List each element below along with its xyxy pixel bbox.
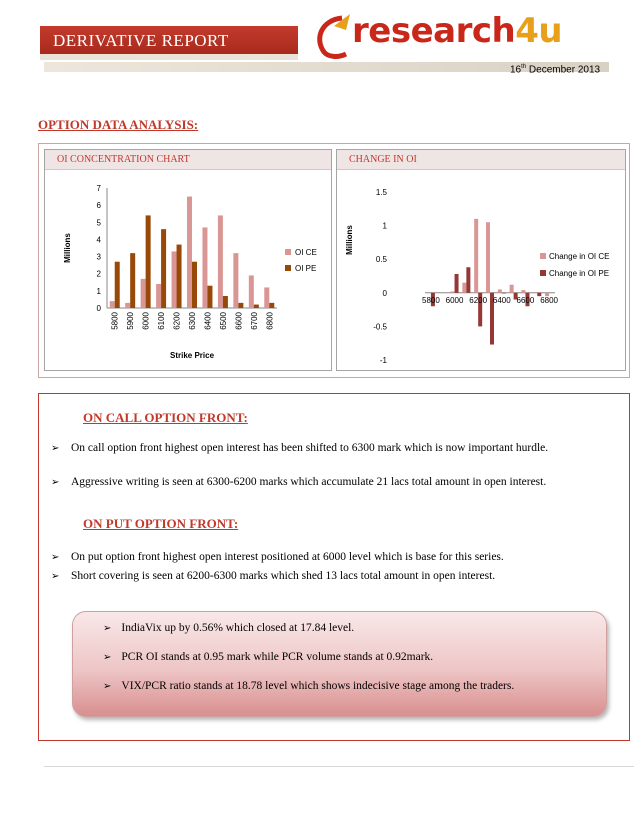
x-tick-label: 5900 xyxy=(126,312,136,330)
bar-change-in-oi-ce xyxy=(462,283,466,293)
x-tick-label: 6800 xyxy=(540,295,558,305)
x-tick-label: 6400 xyxy=(492,295,511,305)
y-tick-label: 1.5 xyxy=(375,188,387,197)
bar-oi-pe xyxy=(223,296,228,308)
bar-oi-ce xyxy=(249,275,254,308)
x-tick-label: 6400 xyxy=(203,312,213,330)
y-axis-title: Millions xyxy=(345,225,354,255)
bar-oi-pe xyxy=(269,303,274,308)
legend-swatch xyxy=(540,270,546,276)
bar-oi-ce xyxy=(110,301,115,308)
logo-swoosh-icon xyxy=(312,10,356,60)
report-title: DERIVATIVE REPORT xyxy=(53,31,229,50)
legend-swatch xyxy=(285,249,291,255)
y-axis-title: Millions xyxy=(63,233,72,263)
bar-oi-pe xyxy=(177,245,182,308)
bar-change-in-oi-pe xyxy=(455,274,459,293)
x-tick-label: 5800 xyxy=(110,312,120,330)
summary-item-pcr: ➢ PCR OI stands at 0.95 mark while PCR volume stands at 0.92mark. xyxy=(103,651,434,663)
bar-oi-pe xyxy=(115,262,120,308)
x-tick-label: 6600 xyxy=(516,295,535,305)
bar-change-in-oi-ce xyxy=(451,291,455,292)
logo-text: research4u xyxy=(352,11,563,51)
x-tick-label: 6300 xyxy=(188,312,197,330)
x-tick-label: 6000 xyxy=(141,312,151,330)
bar-oi-ce xyxy=(141,279,146,308)
arrow-bullet-icon: ➢ xyxy=(51,571,60,582)
oi-concentration-chart xyxy=(45,170,333,370)
report-banner xyxy=(40,26,298,60)
bar-oi-pe xyxy=(161,229,166,308)
y-tick-label: 4 xyxy=(96,235,101,245)
bar-change-in-oi-pe xyxy=(466,267,470,293)
y-tick-label: 1 xyxy=(96,286,101,296)
legend-swatch xyxy=(540,253,546,259)
y-tick-label: 5 xyxy=(96,218,101,228)
x-tick-label: 6800 xyxy=(265,312,275,330)
legend-label: Change in OI PE xyxy=(549,269,610,278)
summary-item-vix-pcr: ➢ VIX/PCR ratio stands at 18.78 level which shows indecisive stage among the traders. xyxy=(103,680,515,692)
x-tick-label: 6500 xyxy=(218,312,228,330)
bar-oi-ce xyxy=(172,251,177,308)
change-in-oi-chart xyxy=(337,170,627,370)
arrow-bullet-icon: ➢ xyxy=(103,623,112,634)
call-bullet-2: ➢ Aggressive writing is seen at 6300-6200 marks which accumulate 21 lacs total amount in open interest. xyxy=(51,474,621,491)
call-front-heading: ON CALL OPTION FRONT: xyxy=(83,410,248,425)
bar-oi-ce xyxy=(264,287,269,308)
bar-change-in-oi-ce xyxy=(474,219,478,293)
oi-concentration-panel xyxy=(44,149,332,371)
footer-divider xyxy=(44,766,634,767)
analysis-box xyxy=(38,393,630,741)
x-tick-label: 6000 xyxy=(445,295,464,305)
chart-container xyxy=(38,143,630,378)
research4u-logo xyxy=(312,6,612,62)
y-tick-label: 3 xyxy=(96,252,101,262)
bar-oi-pe xyxy=(192,262,197,308)
change-in-oi-panel xyxy=(336,149,626,371)
y-tick-label: 1 xyxy=(382,221,387,231)
arrow-bullet-icon: ➢ xyxy=(51,552,60,563)
put-front-heading: ON PUT OPTION FRONT: xyxy=(83,516,239,531)
y-tick-label: 0 xyxy=(382,288,387,298)
arrow-bullet-icon: ➢ xyxy=(103,681,112,692)
y-tick-label: -0.5 xyxy=(373,322,387,332)
bar-oi-pe xyxy=(238,303,243,308)
legend-label: OI PE xyxy=(295,264,317,273)
oi-concentration-title: OI CONCENTRATION CHART xyxy=(45,150,331,170)
bar-change-in-oi-ce xyxy=(498,289,502,292)
bar-oi-pe xyxy=(254,305,259,308)
bar-oi-pe xyxy=(146,215,151,308)
market-summary-box xyxy=(72,611,607,717)
arrow-bullet-icon: ➢ xyxy=(51,477,60,488)
bar-oi-ce xyxy=(125,303,130,308)
legend-swatch xyxy=(285,265,291,271)
y-tick-label: 7 xyxy=(96,184,101,193)
bar-change-in-oi-ce xyxy=(521,290,525,293)
bar-oi-ce xyxy=(218,215,223,308)
bar-change-in-oi-ce xyxy=(486,222,490,293)
y-tick-label: 0.5 xyxy=(375,255,387,265)
x-tick-label: 6200 xyxy=(172,312,182,330)
summary-item-vix: ➢ IndiaVix up by 0.56% which closed at 17.84 level. xyxy=(103,622,355,634)
bar-oi-ce xyxy=(187,197,192,308)
report-date: 16th December 2013 xyxy=(510,64,601,76)
bar-oi-ce xyxy=(156,284,161,308)
change-in-oi-title: CHANGE IN OI xyxy=(337,150,625,170)
y-tick-label: 2 xyxy=(96,269,101,279)
bar-oi-ce xyxy=(202,227,207,308)
y-tick-label: 6 xyxy=(96,201,101,211)
bar-change-in-oi-ce xyxy=(533,292,537,293)
x-tick-label: 6600 xyxy=(234,312,244,330)
x-tick-label: 6700 xyxy=(249,312,259,330)
section-title: OPTION DATA ANALYSIS: xyxy=(38,117,199,132)
y-tick-label: -1 xyxy=(379,356,387,365)
x-tick-label: 6200 xyxy=(469,295,488,305)
bar-oi-pe xyxy=(130,253,135,308)
arrow-bullet-icon: ➢ xyxy=(103,652,112,663)
x-tick-label: 6100 xyxy=(157,312,167,330)
y-tick-label: 0 xyxy=(96,304,101,313)
x-tick-label: 5800 xyxy=(422,295,440,305)
bar-change-in-oi-pe xyxy=(502,293,506,294)
call-bullet-1: ➢ On call option front highest open interest has been shifted to 6300 mark which is now important hurdle. xyxy=(51,440,621,457)
legend-label: OI CE xyxy=(295,248,317,257)
bar-oi-pe xyxy=(207,286,212,308)
put-bullet-1: ➢ On put option front highest open interest positioned at 6000 level which is base for this series. xyxy=(51,549,621,566)
bar-change-in-oi-ce xyxy=(510,285,514,293)
put-bullet-2: ➢ Short covering is seen at 6200-6300 marks which shed 13 lacs total amount in open interest. xyxy=(51,568,621,585)
arrow-bullet-icon: ➢ xyxy=(51,443,60,454)
legend-label: Change in OI CE xyxy=(549,252,610,261)
bar-oi-ce xyxy=(233,253,238,308)
x-axis-title: Strike Price xyxy=(169,351,215,360)
